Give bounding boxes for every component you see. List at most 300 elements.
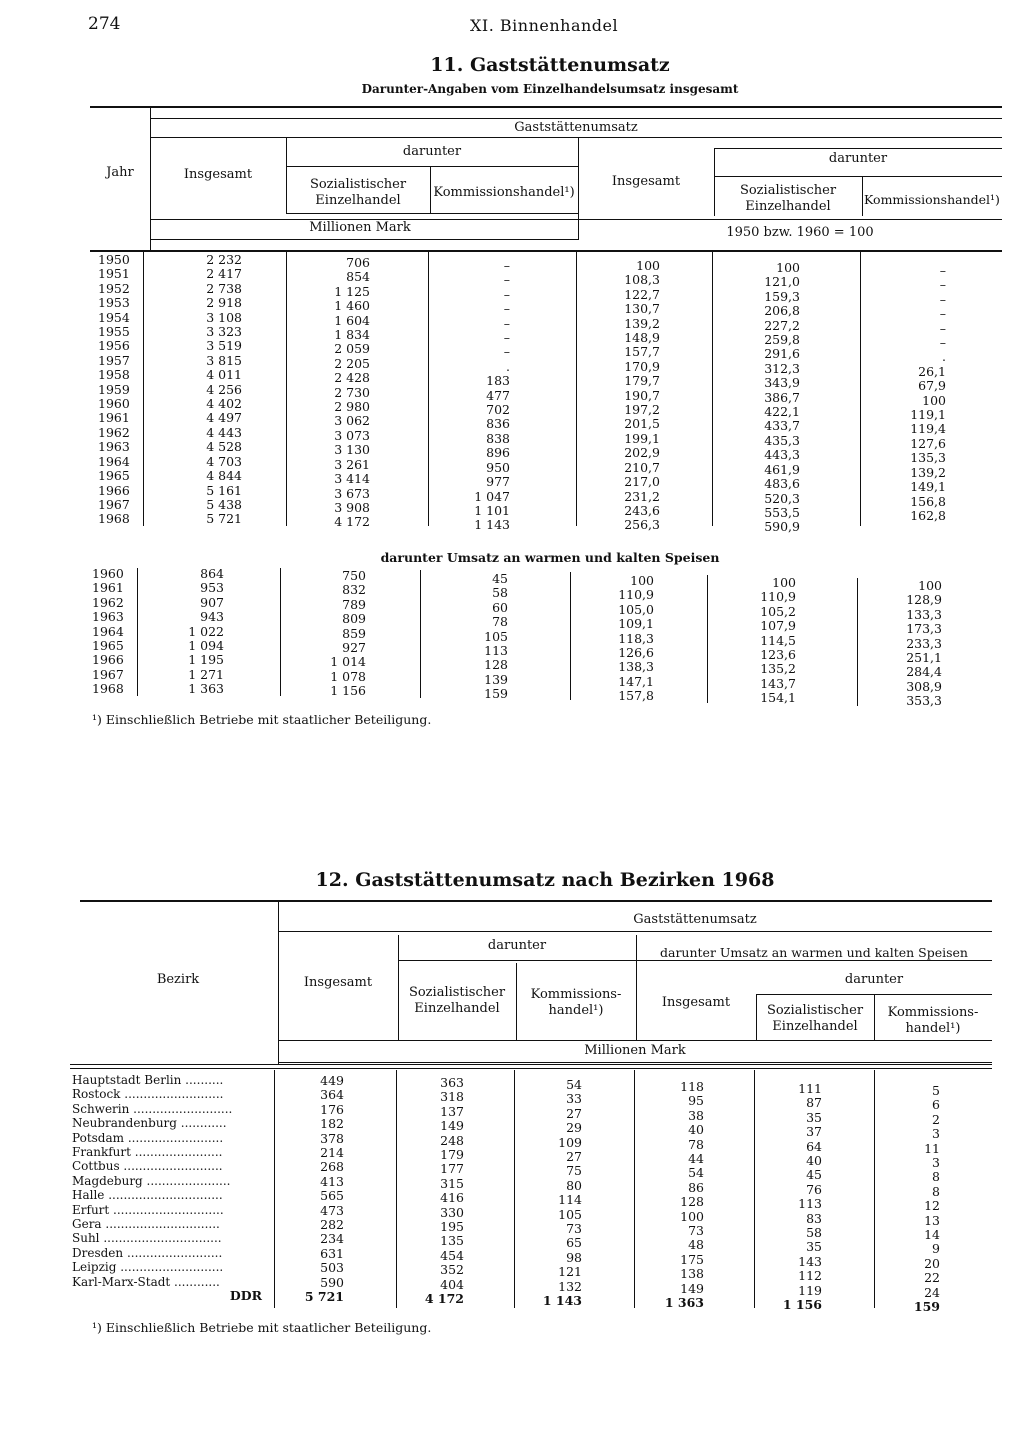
t12-commission-col — [520, 1078, 582, 1294]
table-cell: 590,9 — [764, 519, 800, 535]
table-cell: 251,1 — [906, 650, 942, 666]
table-cell: 315 — [440, 1175, 464, 1191]
table-cell: 284,4 — [906, 664, 942, 680]
table-cell: – — [939, 335, 946, 351]
table-cell: 40 — [688, 1122, 704, 1138]
t12-total-col — [280, 1074, 344, 1290]
table-cell: 1964 — [98, 453, 130, 469]
table-cell: 138 — [680, 1266, 704, 1282]
t11-group-header: Gaststättenumsatz — [514, 120, 638, 135]
table-cell: 197,2 — [624, 402, 660, 418]
table-cell: 1958 — [98, 367, 130, 383]
table-cell: 4 443 — [206, 424, 242, 440]
table-cell: 503 — [320, 1260, 344, 1276]
table-cell: 1 078 — [330, 668, 366, 684]
table-cell: 199,1 — [624, 430, 660, 446]
table-cell: 4 172 — [334, 514, 370, 530]
table-cell: 3 073 — [334, 427, 370, 443]
table-cell: Suhl ............................... — [72, 1231, 222, 1246]
table-cell: 121,0 — [764, 274, 800, 290]
table-cell: 130,7 — [624, 301, 660, 317]
table-cell: 105,0 — [618, 601, 654, 617]
table-cell: 1 101 — [474, 502, 510, 518]
table-cell: 590 — [320, 1274, 344, 1290]
table-cell: 1960 — [92, 566, 124, 581]
table-cell: 2 428 — [334, 370, 370, 386]
table-cell: 195 — [440, 1219, 464, 1235]
table-cell: 5 — [932, 1083, 940, 1098]
table-cell: 217,0 — [624, 474, 660, 490]
table-cell: 118 — [680, 1079, 704, 1094]
table-cell: 119 — [798, 1282, 822, 1298]
table-cell: 128 — [484, 657, 508, 673]
t12-ddr-food-commission: 159 — [913, 1299, 940, 1314]
table-cell: 170,9 — [624, 358, 660, 374]
t11-col-year: Jahr — [106, 165, 134, 180]
t11-col-idx-socialist: Sozialistischer Einzelhandel — [739, 183, 837, 214]
table-cell: 86 — [688, 1179, 704, 1195]
table-cell: 234 — [320, 1231, 344, 1247]
table-cell: 243,6 — [624, 502, 660, 518]
table-cell: 473 — [320, 1202, 344, 1218]
table-cell: 449 — [320, 1073, 344, 1088]
table-cell: 44 — [688, 1151, 704, 1167]
table-cell: 9 — [932, 1241, 940, 1257]
table-cell: 105 — [558, 1206, 582, 1222]
t12-col-food-commission: Kommissions- handel¹) — [887, 1005, 979, 1036]
table-cell: 4 402 — [206, 396, 242, 412]
table-cell: Dresden ......................... — [72, 1245, 223, 1260]
table11-subtitle: Darunter-Angaben vom Einzelhandelsumsatz insgesamt — [361, 82, 739, 96]
t11-col-idx-commission: Kommissionshandel¹) — [864, 192, 1000, 207]
table-cell: 4 497 — [206, 410, 242, 426]
table-cell: 4 256 — [206, 381, 242, 397]
table-cell: – — [503, 315, 510, 331]
table-cell: Hauptstadt Berlin .......... — [72, 1073, 224, 1087]
table-cell: 210,7 — [624, 459, 660, 475]
table-cell: 1965 — [98, 468, 130, 484]
table-cell: 433,7 — [764, 418, 800, 434]
table-cell: 1 094 — [188, 638, 224, 654]
t12-ddr-label: DDR — [229, 1288, 262, 1303]
table-cell: 1 047 — [474, 488, 510, 504]
table-cell: 1966 — [98, 482, 130, 498]
table-cell: 1 156 — [330, 683, 366, 699]
t11-s2-idx-total-col — [590, 574, 654, 704]
table-cell: 977 — [486, 474, 510, 490]
table-cell: 4 703 — [206, 453, 242, 469]
t11-years — [98, 253, 142, 527]
table-cell: 836 — [486, 416, 510, 432]
table-cell: 100 — [772, 575, 796, 590]
table-cell: 1963 — [98, 439, 130, 455]
table-cell: 107,9 — [760, 618, 796, 634]
t12-ddr-food-total: 1 363 — [664, 1295, 704, 1310]
table-cell: 953 — [200, 580, 224, 596]
table-cell: 1964 — [92, 623, 124, 639]
table-cell: 12 — [924, 1198, 940, 1214]
t11-footnote: ¹) Einschließlich Betriebe mit staatlicher Beteiligung. — [92, 712, 432, 727]
table-cell: 907 — [200, 594, 224, 610]
table-cell: . — [942, 349, 946, 365]
table-cell: 1961 — [98, 410, 130, 426]
table-cell: 98 — [566, 1249, 582, 1265]
table-cell: 128 — [680, 1194, 704, 1210]
table-cell: 183 — [486, 373, 510, 389]
t12-darunter: darunter — [487, 938, 547, 953]
table-cell: 282 — [320, 1217, 344, 1233]
table-cell: 1967 — [92, 666, 124, 682]
table-cell: 182 — [320, 1116, 344, 1132]
table-cell: 353,3 — [906, 693, 942, 709]
table-cell: 122,7 — [624, 286, 660, 302]
table-cell: 435,3 — [764, 432, 800, 448]
table-cell: Potsdam ......................... — [72, 1130, 224, 1145]
table-cell: 3 062 — [334, 413, 370, 429]
table-cell: 162,8 — [910, 507, 946, 523]
table-cell: 100 — [636, 258, 660, 273]
table-cell: 443,3 — [764, 447, 800, 463]
table-cell: 1968 — [92, 681, 124, 697]
table-cell: Erfurt ............................. — [72, 1202, 224, 1217]
table-cell: 404 — [440, 1276, 464, 1292]
table-cell: 37 — [806, 1124, 822, 1140]
table-cell: 114,5 — [760, 632, 796, 648]
table-cell: 139,2 — [910, 464, 946, 480]
table-cell: 157,7 — [624, 344, 660, 360]
t12-footnote: ¹) Einschließlich Betriebe mit staatlicher Beteiligung. — [92, 1320, 432, 1335]
table-cell: 119,4 — [910, 421, 946, 437]
table-cell: 65 — [566, 1235, 582, 1251]
table-cell: 157,8 — [618, 688, 654, 704]
table-cell: 706 — [346, 255, 370, 270]
table-cell: 73 — [566, 1221, 582, 1237]
t12-food-darunter: darunter — [844, 972, 904, 987]
table-cell: 179,7 — [624, 373, 660, 389]
table-cell: Halle .............................. — [72, 1188, 223, 1203]
table11-title: 11. Gaststättenumsatz — [430, 54, 670, 76]
table-cell: 2 980 — [334, 399, 370, 415]
t12-col-commission: Kommissions- handel¹) — [530, 987, 622, 1018]
table-cell: 24 — [924, 1284, 940, 1300]
table-cell: 1953 — [98, 295, 130, 311]
table-cell: 2 — [932, 1111, 940, 1127]
table-cell: 132 — [558, 1278, 582, 1294]
t12-bezirk-col — [72, 1073, 272, 1289]
table-cell: 112 — [798, 1268, 822, 1284]
table-cell: 2 738 — [206, 280, 242, 296]
table-cell: – — [503, 286, 510, 302]
table-cell: 138,3 — [618, 659, 654, 675]
table-cell: 2 918 — [206, 295, 242, 311]
table-cell: 1 834 — [334, 327, 370, 343]
table-cell: 330 — [440, 1204, 464, 1220]
table-cell: Rostock .......................... — [72, 1087, 224, 1102]
table-cell: 100 — [776, 260, 800, 275]
t12-col-food-socialist: Sozialistischer Einzelhandel — [766, 1003, 864, 1034]
table-cell: 75 — [566, 1163, 582, 1179]
table-cell: 1 460 — [334, 298, 370, 314]
table-cell: Karl-Marx-Stadt ............ — [72, 1274, 220, 1289]
t12-food-total-col — [640, 1080, 704, 1296]
table-cell: 114 — [558, 1192, 582, 1208]
table-cell: 950 — [486, 459, 510, 475]
table-cell: 363 — [440, 1075, 464, 1090]
t12-unit: Millionen Mark — [584, 1043, 686, 1058]
t11-socialist-col — [290, 256, 370, 530]
table-cell: 135 — [440, 1233, 464, 1249]
t11-s2-years — [92, 567, 136, 697]
t11-unit-abs: Millionen Mark — [309, 220, 411, 235]
table-cell: 45 — [492, 571, 508, 586]
t11-col-total: Insgesamt — [183, 167, 253, 182]
table-cell: 6 — [932, 1097, 940, 1113]
table-cell: 1962 — [98, 424, 130, 440]
table-cell: 179 — [440, 1147, 464, 1163]
table-cell: 5 161 — [206, 482, 242, 498]
table-cell: – — [503, 272, 510, 288]
table-cell: 177 — [440, 1161, 464, 1177]
table-cell: 1968 — [98, 511, 130, 527]
table-cell: 5 721 — [206, 511, 242, 527]
table-cell: 76 — [806, 1181, 822, 1197]
table-cell: 126,6 — [618, 645, 654, 661]
t12-socialist-col — [400, 1076, 464, 1292]
table-cell: 149,1 — [910, 479, 946, 495]
table-cell: 231,2 — [624, 488, 660, 504]
table-cell: 943 — [200, 609, 224, 625]
table-cell: 1966 — [92, 652, 124, 668]
table-cell: 248 — [440, 1132, 464, 1148]
table-cell: 54 — [566, 1077, 582, 1092]
table-cell: 105,2 — [760, 603, 796, 619]
table-cell: 83 — [806, 1210, 822, 1226]
table-cell: 27 — [566, 1105, 582, 1121]
table-cell: 4 844 — [206, 468, 242, 484]
t12-ddr-socialist: 4 172 — [424, 1291, 464, 1306]
table-cell: – — [503, 330, 510, 346]
table-cell: 386,7 — [764, 389, 800, 405]
table-cell: Leipzig ........................... — [72, 1260, 224, 1275]
table-cell: 256,3 — [624, 517, 660, 533]
table-cell: 67,9 — [918, 378, 946, 394]
table-cell: 1 271 — [188, 666, 224, 682]
t12-ddr-food-socialist: 1 156 — [782, 1297, 822, 1312]
table-cell: 1957 — [98, 352, 130, 368]
table-cell: 87 — [806, 1095, 822, 1111]
table-cell: 133,3 — [906, 606, 942, 622]
table-cell: 416 — [440, 1190, 464, 1206]
table-cell: 3 519 — [206, 338, 242, 354]
table-cell: – — [503, 301, 510, 317]
table-cell: 110,9 — [618, 587, 654, 603]
table-cell: Schwerin .......................... — [72, 1101, 233, 1116]
table-cell: 58 — [492, 585, 508, 601]
t12-ddr-commission: 1 143 — [542, 1293, 582, 1308]
table-cell: 11 — [924, 1140, 940, 1156]
table-cell: 22 — [924, 1270, 940, 1286]
table-cell: 159,3 — [764, 288, 800, 304]
table-cell: 1956 — [98, 338, 130, 354]
table-cell: 154,1 — [760, 690, 796, 706]
table-cell: 139,2 — [624, 315, 660, 331]
table-cell: 2 730 — [334, 384, 370, 400]
table-cell: 8 — [932, 1183, 940, 1199]
table-cell: 105 — [484, 628, 508, 644]
table-cell: 312,3 — [764, 360, 800, 376]
table-cell: 702 — [486, 402, 510, 418]
table-cell: 80 — [566, 1177, 582, 1193]
t11-unit-idx: 1950 bzw. 1960 = 100 — [726, 225, 874, 240]
table-cell: 95 — [688, 1093, 704, 1109]
table-cell: 27 — [566, 1149, 582, 1165]
t11-idx-commission-col — [870, 264, 946, 523]
table-cell: 26,1 — [918, 363, 946, 379]
page-number: 274 — [88, 14, 121, 34]
table-cell: 1 195 — [188, 652, 224, 668]
table-cell: 78 — [492, 614, 508, 630]
table-cell: 54 — [688, 1165, 704, 1181]
table-cell: 45 — [806, 1167, 822, 1183]
table-cell: 100 — [630, 573, 654, 588]
t12-ddr-total: 5 721 — [304, 1289, 344, 1304]
table-cell: 214 — [320, 1145, 344, 1161]
t11-idx-darunter: darunter — [828, 151, 888, 166]
table-cell: 378 — [320, 1130, 344, 1146]
table-cell: 175 — [680, 1251, 704, 1267]
table-cell: 1 125 — [334, 283, 370, 299]
t11-s2-socialist-col — [290, 569, 366, 699]
table-cell: 3 108 — [206, 309, 242, 325]
t11-idx-total-col — [590, 259, 660, 533]
table-cell: 149 — [440, 1118, 464, 1134]
table-cell: 413 — [320, 1173, 344, 1189]
table-cell: 8 — [932, 1169, 940, 1185]
table-cell: – — [939, 320, 946, 336]
table-cell: 461,9 — [764, 461, 800, 477]
table-cell: 143 — [798, 1253, 822, 1269]
table12-title: 12. Gaststättenumsatz nach Bezirken 1968 — [315, 869, 775, 891]
table-cell: 1961 — [92, 580, 124, 596]
table-cell: 1959 — [98, 381, 130, 397]
table-cell: 135,3 — [910, 450, 946, 466]
table-cell: 896 — [486, 445, 510, 461]
t12-food-commission-col — [880, 1084, 940, 1300]
table-cell: 64 — [806, 1138, 822, 1154]
table-cell: 832 — [342, 582, 366, 598]
table-cell: 1952 — [98, 280, 130, 296]
table-cell: 809 — [342, 611, 366, 627]
table-cell: 259,8 — [764, 332, 800, 348]
t11-s2-idx-commission-col — [870, 579, 942, 709]
t11-s2-idx-socialist-col — [720, 576, 796, 706]
table-cell: 40 — [806, 1153, 822, 1169]
t12-food-group: darunter Umsatz an warmen und kalten Speisen — [660, 945, 968, 960]
table-cell: 113 — [798, 1196, 822, 1212]
table-cell: 38 — [688, 1107, 704, 1123]
table-cell: 1951 — [98, 266, 130, 282]
table-cell: 176 — [320, 1101, 344, 1117]
table-cell: 1 014 — [330, 654, 366, 670]
table-cell: Frankfurt ....................... — [72, 1145, 223, 1160]
table-cell: 1963 — [92, 609, 124, 625]
table-cell: 631 — [320, 1245, 344, 1261]
table-cell: 60 — [492, 599, 508, 615]
t12-food-socialist-col — [760, 1082, 822, 1298]
table-cell: 233,3 — [906, 635, 942, 651]
table-cell: 3 — [932, 1155, 940, 1171]
table-cell: 454 — [440, 1247, 464, 1263]
table-cell: 33 — [566, 1091, 582, 1107]
table-cell: Cottbus .......................... — [72, 1159, 223, 1174]
table-cell: 1 363 — [188, 681, 224, 697]
t11-col-commission: Kommissionshandel¹) — [433, 185, 575, 200]
t11-col-idx-total: Insgesamt — [611, 174, 681, 189]
table-cell: 308,9 — [906, 678, 942, 694]
t11-commission-col — [440, 259, 510, 533]
table-cell: 123,6 — [760, 647, 796, 663]
table-cell: 854 — [346, 269, 370, 285]
t11-darunter: darunter — [402, 144, 462, 159]
table-cell: 137 — [440, 1103, 464, 1119]
table-cell: 1962 — [92, 594, 124, 610]
table-cell: 3 130 — [334, 442, 370, 458]
table-cell: 1955 — [98, 324, 130, 340]
table-cell: 113 — [484, 643, 508, 659]
table-cell: 4 011 — [206, 367, 242, 383]
table-cell: 477 — [486, 387, 510, 403]
table-cell: 48 — [688, 1237, 704, 1253]
table-cell: 422,1 — [764, 404, 800, 420]
table-cell: 156,8 — [910, 493, 946, 509]
table-cell: Neubrandenburg ............ — [72, 1116, 227, 1131]
table-cell: 2 417 — [206, 266, 242, 282]
t11-s2-total-col — [150, 567, 224, 697]
table-cell: 1 604 — [334, 312, 370, 328]
table-cell: 2 059 — [334, 341, 370, 357]
table-cell: 159 — [484, 686, 508, 702]
table-cell: 318 — [440, 1089, 464, 1105]
table-cell: 268 — [320, 1159, 344, 1175]
table-cell: 3 323 — [206, 324, 242, 340]
table-cell: Magdeburg ...................... — [72, 1173, 231, 1188]
table-cell: 35 — [806, 1109, 822, 1125]
table-cell: 291,6 — [764, 346, 800, 362]
table-cell: 364 — [320, 1087, 344, 1103]
table-cell: – — [939, 277, 946, 293]
table-cell: 352 — [440, 1262, 464, 1278]
table-cell: 173,3 — [906, 621, 942, 637]
table-cell: 565 — [320, 1188, 344, 1204]
table-cell: 128,9 — [906, 592, 942, 608]
table-cell: 110,9 — [760, 589, 796, 605]
t11-idx-socialist-col — [720, 261, 800, 535]
table-cell: 553,5 — [764, 504, 800, 520]
table-cell: 149 — [680, 1280, 704, 1296]
table-cell: 111 — [798, 1081, 822, 1096]
table-cell: 1 022 — [188, 623, 224, 639]
table-cell: – — [939, 291, 946, 307]
table-cell: 143,7 — [760, 675, 796, 691]
t11-s2-commission-col — [440, 572, 508, 702]
table-cell: 35 — [806, 1239, 822, 1255]
table-cell: 135,2 — [760, 661, 796, 677]
table-cell: 20 — [924, 1255, 940, 1271]
table-cell: 520,3 — [764, 490, 800, 506]
table-cell: – — [939, 263, 946, 278]
table-cell: 108,3 — [624, 272, 660, 288]
table-cell: 139 — [484, 671, 508, 687]
